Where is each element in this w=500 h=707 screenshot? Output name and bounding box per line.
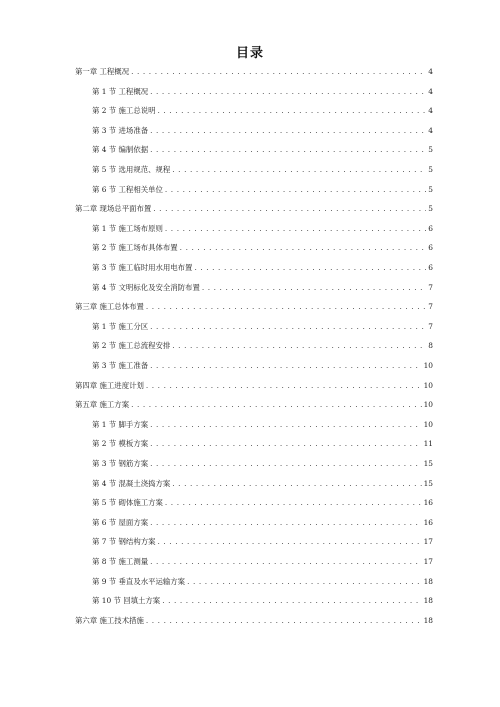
toc-dot-leader <box>194 263 426 272</box>
toc-page-number: 5 <box>428 204 433 214</box>
toc-dot-leader <box>172 341 426 350</box>
toc-entry-label: 第 1 节 施工分区 <box>92 321 149 331</box>
toc-entry-label: 第 3 节 进场准备 <box>92 125 149 135</box>
toc-entry-label: 第 4 节 混凝土浇捣方案 <box>92 478 171 488</box>
toc-entry-label: 第 5 节 选用规范、规程 <box>92 165 171 174</box>
toc-dot-leader <box>150 439 421 448</box>
toc-entry-label: 第三章 施工总体布置 <box>75 302 144 312</box>
toc-section-entry[interactable] <box>92 242 433 254</box>
toc-page-number: 10 <box>423 380 433 390</box>
toc-page-number: 18 <box>423 576 433 586</box>
toc-page-number: 18 <box>423 596 433 606</box>
toc-dot-leader <box>146 302 426 311</box>
toc-entry-label: 第 1 节 施工场布原则 <box>92 223 163 233</box>
toc-dot-leader <box>150 459 421 468</box>
toc-entry-label: 第 7 节 钢结构方案 <box>92 537 156 547</box>
toc-section-entry[interactable] <box>92 458 433 470</box>
toc-page-number: 8 <box>428 341 433 351</box>
toc-page-number: 4 <box>428 86 433 96</box>
toc-dot-leader <box>165 224 426 233</box>
toc-title: 目录 <box>235 46 264 61</box>
toc-chapter-entry[interactable] <box>75 615 433 627</box>
toc-section-entry[interactable] <box>92 223 433 235</box>
toc-dot-leader <box>150 322 426 331</box>
toc-dot-leader <box>162 596 421 605</box>
toc-entry-label: 第 2 节 模板方案 <box>92 439 149 449</box>
toc-section-entry[interactable] <box>92 556 433 568</box>
toc-section-entry[interactable] <box>92 144 433 156</box>
toc-dot-leader <box>158 537 422 546</box>
toc-page-number: 6 <box>428 223 433 233</box>
toc-page-number: 15 <box>423 459 433 468</box>
toc-chapter-entry[interactable] <box>75 380 433 392</box>
toc-dot-leader <box>150 518 421 527</box>
toc-dot-leader <box>150 420 421 429</box>
toc-page-number: 10 <box>423 361 433 370</box>
toc-entry-label: 第 2 节 施工场布具体布置 <box>92 243 178 253</box>
toc-page-number: 11 <box>423 439 433 449</box>
toc-entry-label: 第 4 节 文明标化及安全消防布置 <box>92 282 200 292</box>
toc-dot-leader <box>131 67 426 76</box>
toc-entry-label: 第 5 节 砌体施工方案 <box>92 498 163 508</box>
toc-section-entry[interactable] <box>92 536 433 548</box>
toc-entry-label: 第 2 节 施工总流程安排 <box>92 341 171 351</box>
toc-chapter-entry[interactable] <box>75 66 433 78</box>
toc-entry-label: 第 2 节 施工总说明 <box>92 106 156 116</box>
toc-dot-leader <box>131 400 422 409</box>
toc-section-entry[interactable] <box>92 576 433 588</box>
toc-page-number: 17 <box>423 537 433 547</box>
toc-chapter-entry[interactable] <box>75 203 433 215</box>
toc-section-entry[interactable] <box>92 105 433 117</box>
toc-section-entry[interactable] <box>92 340 433 352</box>
toc-page-number: 17 <box>423 557 433 566</box>
toc-page-number: 7 <box>428 282 433 292</box>
toc-section-entry[interactable] <box>92 360 433 372</box>
toc-section-entry[interactable] <box>92 262 433 274</box>
toc-page-number: 10 <box>423 400 433 410</box>
toc-dot-leader <box>150 361 421 370</box>
toc-page-number: 4 <box>428 125 433 135</box>
toc-section-entry[interactable] <box>92 517 433 529</box>
toc-page-number: 7 <box>428 321 433 331</box>
toc-entry-label: 第四章 施工进度计划 <box>75 380 144 390</box>
toc-page-number: 7 <box>428 302 433 312</box>
toc-dot-leader <box>187 577 422 586</box>
toc-dot-leader <box>165 185 426 194</box>
toc-entry-label: 第 6 节 工程相关单位 <box>92 184 163 194</box>
toc-page-number: 18 <box>423 615 433 625</box>
toc-entry-label: 第 9 节 垂直及水平运输方案 <box>92 576 186 586</box>
toc-section-entry[interactable] <box>92 282 433 294</box>
toc-entry-label: 第六章 施工技术措施 <box>75 615 144 625</box>
toc-entry-label: 第 10 节 回填土方案 <box>92 596 161 606</box>
toc-dot-leader <box>150 145 426 154</box>
toc-entry-label: 第 3 节 施工准备 <box>92 361 149 370</box>
toc-page-number: 6 <box>428 263 433 272</box>
toc-entry-label: 第二章 现场总平面布置 <box>75 204 152 214</box>
toc-dot-leader <box>165 498 422 507</box>
toc-dot-leader <box>172 165 426 174</box>
toc-entry-label: 第 8 节 施工测量 <box>92 557 149 566</box>
toc-page-number: 16 <box>423 498 433 508</box>
toc-entry-label: 第 3 节 施工临时用水用电布置 <box>92 263 193 272</box>
toc-entry-label: 第 1 节 工程概况 <box>92 86 149 96</box>
toc-section-entry[interactable] <box>92 478 433 490</box>
toc-dot-leader <box>150 557 421 566</box>
toc-page-number: 5 <box>428 165 433 174</box>
toc-entry-label: 第 6 节 屋面方案 <box>92 517 149 527</box>
toc-dot-leader <box>150 126 426 135</box>
toc-page-number: 5 <box>428 184 433 194</box>
toc-section-entry[interactable] <box>92 497 433 509</box>
toc-entry-label: 第一章 工程概况 <box>75 67 130 76</box>
toc-page-number: 16 <box>423 517 433 527</box>
toc-entry-label: 第 4 节 编制依据 <box>92 145 149 155</box>
toc-dot-leader <box>172 479 421 488</box>
toc-section-entry[interactable] <box>92 419 433 431</box>
toc-entry-label: 第五章 施工方案 <box>75 400 130 410</box>
toc-dot-leader <box>180 243 427 252</box>
toc-section-entry[interactable] <box>92 321 433 333</box>
toc-entry-label: 第 1 节 脚手方案 <box>92 419 149 429</box>
toc-page-number: 5 <box>428 145 433 155</box>
toc-section-entry[interactable] <box>92 164 433 176</box>
toc-chapter-entry[interactable] <box>75 399 433 411</box>
toc-entry-label: 第 3 节 钢筋方案 <box>92 459 149 468</box>
toc-section-entry[interactable] <box>92 438 433 450</box>
toc-page-number: 4 <box>428 106 433 116</box>
toc-dot-leader <box>150 87 426 96</box>
toc-dot-leader <box>158 106 427 115</box>
toc-page-number: 15 <box>423 478 433 488</box>
toc-section-entry[interactable] <box>92 125 433 137</box>
toc-dot-leader <box>146 616 422 625</box>
toc-dot-leader <box>153 204 426 213</box>
toc-dot-leader <box>146 381 422 390</box>
toc-section-entry[interactable] <box>92 184 433 196</box>
toc-dot-leader <box>202 283 426 292</box>
toc-chapter-entry[interactable] <box>75 301 433 313</box>
toc-page-number: 6 <box>428 243 433 253</box>
toc-section-entry[interactable] <box>92 595 433 607</box>
toc-section-entry[interactable] <box>92 86 433 98</box>
toc-page-number: 10 <box>423 419 433 429</box>
toc-page-number: 4 <box>428 67 433 76</box>
